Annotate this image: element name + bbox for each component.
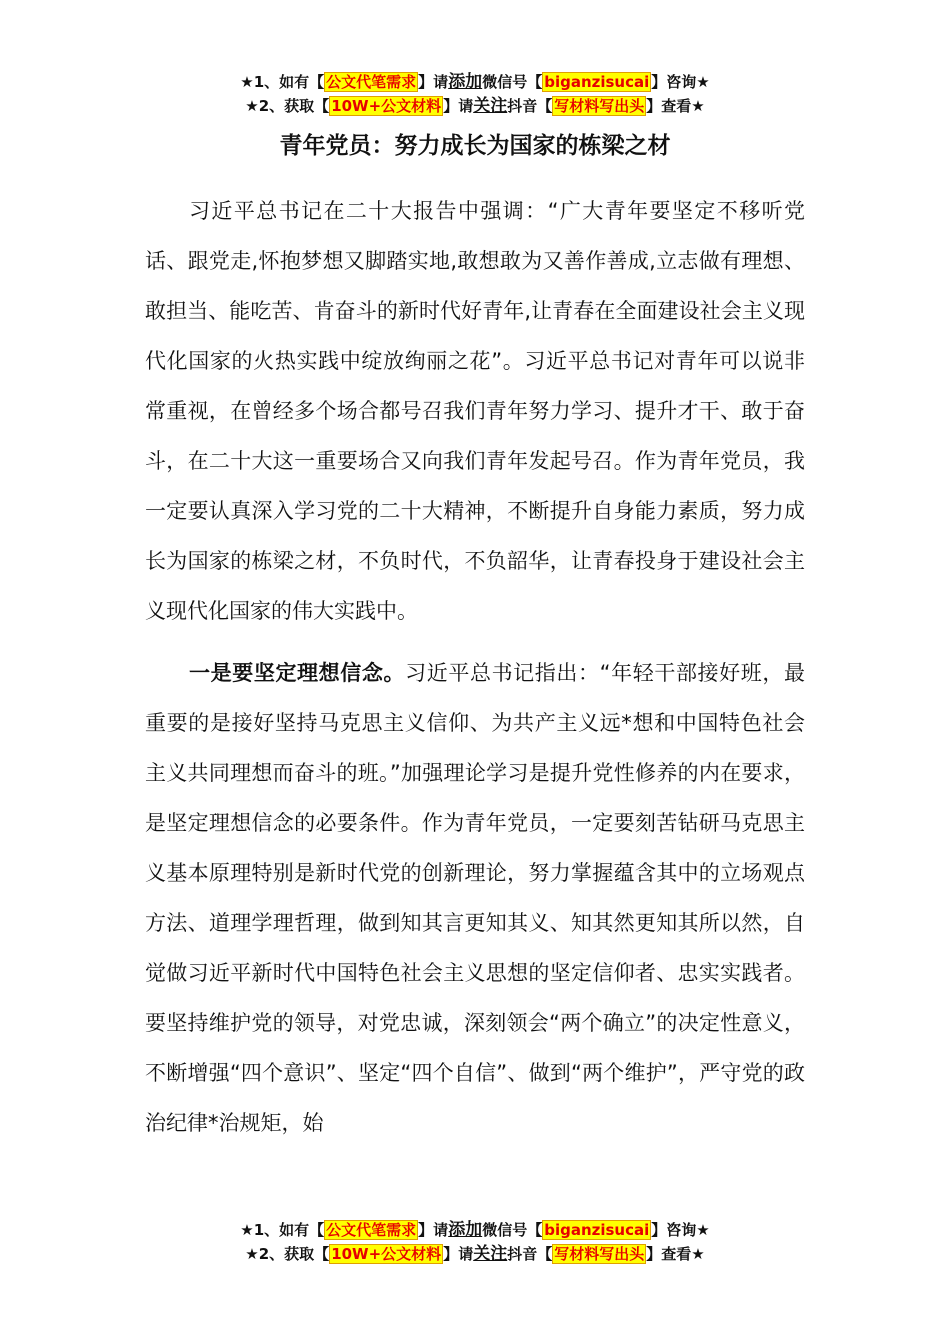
banner-line-1 xyxy=(0,1218,950,1242)
banner-text: 】咨询★ xyxy=(651,1221,710,1239)
paragraph-2 xyxy=(145,648,805,1148)
banner-text: ★1、如有【 xyxy=(240,73,325,91)
banner-text: 】请 xyxy=(418,1221,449,1239)
banner-highlight: 写材料写出头 xyxy=(554,97,645,115)
banner-text: 】请 xyxy=(418,73,449,91)
banner-underline: 添加 xyxy=(448,72,483,92)
banner-line-2 xyxy=(0,94,950,118)
banner-text: 抖音【 xyxy=(507,97,553,115)
banner-highlight: biganzisucai xyxy=(544,73,650,91)
document-body xyxy=(145,186,805,1148)
banner-text: 抖音【 xyxy=(507,1245,553,1263)
document-title: 青年党员：努力成长为国家的栋梁之材 xyxy=(279,133,671,159)
banner-text: 】查看★ xyxy=(646,97,705,115)
banner-text: ★1、如有【 xyxy=(240,1221,325,1239)
banner-underline: 添加 xyxy=(448,1220,483,1240)
banner-text: ★2、获取【 xyxy=(245,1245,330,1263)
paragraph-2-text: 习近平总书记指出：“年轻干部接好班，最重要的是接好坚持马克思主义信仰、为共产主义远*想和中国特色社会主义共同理想而奋斗的班。”加强理论学习是提升党性修养的内在要求，是坚定理想信念的必要条件。作为青年党员，一定要刻苦钻研马克思主义基本原理特别是新时代党的创新理论，努力掌握蕴含其中的立场观点方法、道理学理哲理，做到知其言更知其义、知其然更知其所以然，自觉做习近平新时代中国特色社会主义思想的坚定信仰者、忠实实践者。要坚持维护党的领导，对党忠诚，深刻领会“两个确立”的决定性意义，不断增强“四个意识”、坚定“四个自信”、做到“两个维护”，严守党的政治纪律*治规矩，始 xyxy=(145,661,806,1135)
banner-line-1 xyxy=(0,70,950,94)
banner-highlight: biganzisucai xyxy=(544,1221,650,1239)
banner-text: 微信号【 xyxy=(482,1221,543,1239)
banner-text: 微信号【 xyxy=(482,73,543,91)
footer-banner xyxy=(0,1218,950,1266)
banner-underline: 关注 xyxy=(473,1244,508,1264)
banner-text: ★2、获取【 xyxy=(245,97,330,115)
header-banner xyxy=(0,70,950,118)
banner-text: 】请 xyxy=(443,1245,474,1263)
banner-text: 】查看★ xyxy=(646,1245,705,1263)
banner-underline: 关注 xyxy=(473,96,508,116)
banner-highlight: 公文代笔需求 xyxy=(326,1221,417,1239)
banner-text: 】咨询★ xyxy=(651,73,710,91)
banner-text: 】请 xyxy=(443,97,474,115)
banner-highlight: 10W+公文材料 xyxy=(331,1245,442,1263)
paragraph-2-lead: 一是要坚定理想信念。 xyxy=(189,661,406,685)
banner-highlight: 10W+公文材料 xyxy=(331,97,442,115)
banner-line-2 xyxy=(0,1242,950,1266)
banner-highlight: 写材料写出头 xyxy=(554,1245,645,1263)
paragraph-1: 习近平总书记在二十大报告中强调：“广大青年要坚定不移听党话、跟党走,怀抱梦想又脚踏实地,敢想敢为又善作善成,立志做有理想、敢担当、能吃苦、肯奋斗的新时代好青年,让青春在全面建设社会主义现代化国家的火热实践中绽放绚丽之花”。习近平总书记对青年可以说非常重视，在曾经多个场合都号召我们青年努力学习、提升才干、敢于奋斗，在二十大这一重要场合又向我们青年发起号召。作为青年党员，我一定要认真深入学习党的二十大精神，不断提升自身能力素质，努力成长为国家的栋梁之材，不负时代，不负韶华，让青春投身于建设社会主义现代化国家的伟大实践中。 xyxy=(145,199,805,623)
banner-highlight: 公文代笔需求 xyxy=(326,73,417,91)
